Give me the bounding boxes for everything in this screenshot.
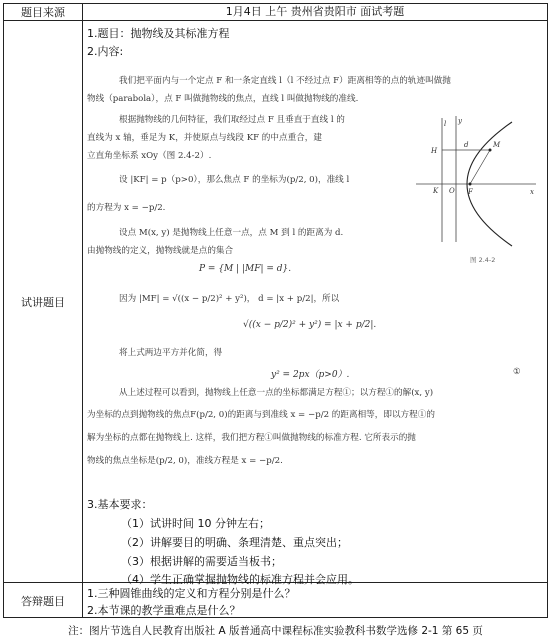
source-text: 1月4日 上午 贵州省贵阳市 面试考题 — [225, 5, 405, 18]
textbook-line: 解为坐标的点都在抛物线上. 这样，我们把方程①叫做抛物线的标准方程. 它所表示的抛 — [87, 433, 416, 443]
textbook-line: 从上述过程可以看到，抛物线上任意一点的坐标都满足方程①；以方程①的解(x, y) — [119, 388, 434, 398]
textbook-line: 将上式两边平方并化简，得 — [119, 348, 223, 358]
lecture-content — [83, 21, 547, 586]
textbook-line: 的方程为 x = −p/2. — [87, 203, 166, 213]
lecture-label: 试讲题目 — [21, 295, 65, 309]
x-label: x — [530, 188, 534, 196]
lecture-topic: 1.题目：抛物线及其标准方程 — [87, 27, 230, 40]
qa-label: 答辩题目 — [21, 595, 65, 608]
parabola-diagram — [412, 114, 542, 264]
requirements-heading: 3.基本要求： — [87, 498, 153, 511]
o-label: O — [449, 187, 455, 195]
h-label: H — [431, 147, 438, 155]
textbook-line: 我们把平面内与一个定点 F 和一条定直线 l（l 不经过点 F）距离相等的点的轨迹叫做抛 — [119, 76, 451, 86]
requirement-item: （3）根据讲解的需要适当板书； — [121, 555, 282, 568]
distance-equation: √((x − p/2)² + y²) = |x + p/2|. — [243, 320, 377, 330]
k-label: K — [433, 187, 439, 195]
point-f — [469, 183, 472, 186]
point-m — [489, 149, 492, 152]
textbook-line: 物线的焦点坐标是(p/2, 0)，准线方程是 x = −p/2. — [87, 456, 283, 466]
parabola-figure — [412, 114, 542, 264]
textbook-line: 物线（parabola），点 F 叫做抛物线的焦点，直线 l 叫做抛物线的准线. — [87, 94, 359, 104]
source-label: 题目来源 — [21, 6, 65, 19]
standard-equation: y² = 2px（p>0）. — [271, 370, 350, 380]
textbook-line: 设 |KF| = p（p>0），那么焦点 F 的坐标为(p/2, 0)，准线 l — [119, 175, 350, 185]
f-label: F — [468, 188, 473, 196]
set-equation: P = {M | |MF| = d}. — [199, 264, 292, 274]
textbook-line: 设点 M(x, y) 是抛物线上任意一点，点 M 到 l 的距离为 d. — [119, 228, 344, 238]
textbook-line: 由抛物线的定义，抛物线就是点的集合 — [87, 246, 234, 256]
textbook-line: 为坐标的点到抛物线的焦点F(p/2, 0)的距离与到准线 x = −p/2 的距离相等，即以方程①的 — [87, 410, 435, 420]
qa-content — [83, 583, 547, 619]
requirement-item: （2）讲解要目的明确、条理清楚、重点突出； — [121, 536, 348, 549]
focal-segment — [470, 150, 490, 184]
footer-note: 注：图片节选自人民教育出版社 A 版普通高中课程标准实验教科书数学选修 2-1 第 65 页 — [68, 625, 483, 637]
textbook-line: 因为 |MF| = √((x − p/2)² + y²)， d = |x + p/2|，所以 — [119, 294, 340, 304]
figure-caption: 图 2.4-2 — [470, 256, 496, 264]
requirement-item: （4）学生正确掌握抛物线的标准方程并会应用。 — [121, 573, 359, 586]
qa-question: 1.三种圆锥曲线的定义和方程分别是什么？ — [87, 587, 296, 600]
qa-question: 2.本节课的教学重难点是什么？ — [87, 604, 241, 617]
equation-number: ① — [513, 367, 521, 377]
textbook-line: 立直角坐标系 xOy（图 2.4-2）. — [87, 151, 212, 161]
l-label: l — [444, 120, 447, 128]
requirement-item: （1）试讲时间 10 分钟左右； — [121, 517, 270, 530]
m-label: M — [493, 141, 501, 149]
textbook-line: 根据抛物线的几何特征，我们取经过点 F 且垂直于直线 l 的 — [119, 115, 345, 125]
content-heading: 2.内容: — [87, 45, 124, 58]
d-label: d — [464, 141, 469, 149]
y-label: y — [458, 117, 462, 125]
exam-table — [3, 3, 548, 618]
textbook-line: 直线为 x 轴，垂足为 K，并使原点与线段 KF 的中点重合，建 — [87, 133, 322, 143]
